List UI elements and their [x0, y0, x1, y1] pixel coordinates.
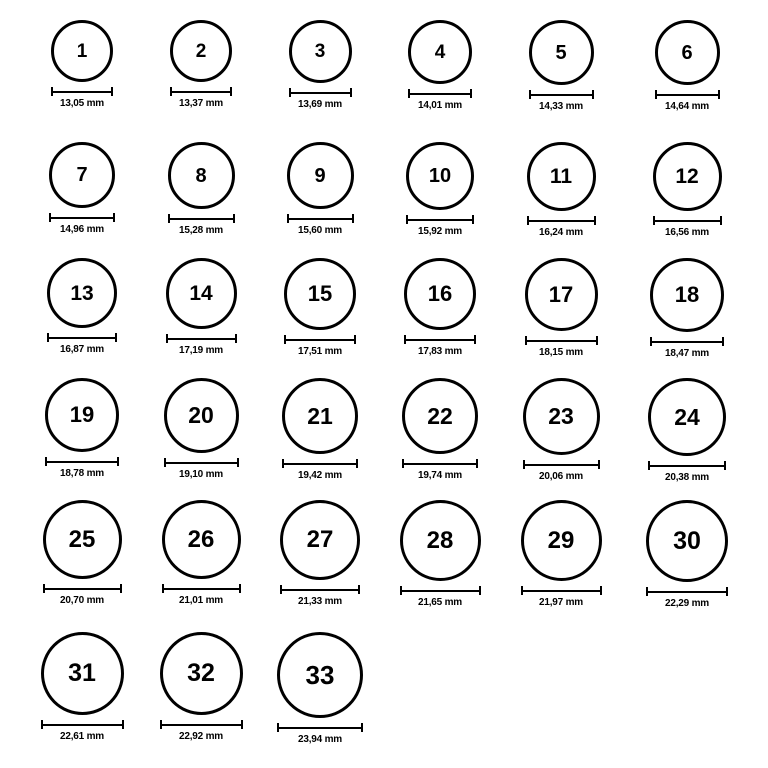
measure-bar-icon [41, 720, 124, 729]
diameter-measure [166, 334, 237, 356]
ring-size-cell [141, 500, 261, 606]
measure-bar-icon [277, 723, 363, 732]
diameter-measure [650, 337, 724, 359]
ring-size-cell [501, 142, 621, 238]
ring-circle [523, 378, 600, 455]
measure-bar-icon [525, 336, 598, 345]
diameter-label: 20,70 mm [60, 595, 104, 606]
ring-size-cell [627, 142, 747, 238]
ring-size-cell [22, 500, 142, 606]
ring-size-cell [22, 258, 142, 355]
ring-size-cell [141, 378, 261, 480]
measure-bar-icon [284, 335, 356, 344]
diameter-label: 23,94 mm [298, 734, 342, 745]
diameter-label: 20,38 mm [665, 472, 709, 483]
ring-size-number: 17 [548, 281, 574, 307]
ring-circle [650, 258, 724, 332]
ring-size-cell [22, 20, 142, 109]
ring-size-cell [141, 632, 261, 742]
ring-size-cell [260, 632, 380, 745]
measure-bar-icon [404, 335, 476, 344]
ring-size-number: 1 [76, 40, 88, 62]
ring-size-cell [141, 258, 261, 356]
measure-bar-icon [160, 720, 243, 729]
measure-bar-icon [168, 214, 235, 223]
ring-size-cell [627, 258, 747, 359]
ring-size-number: 30 [673, 526, 701, 555]
ring-size-cell [22, 632, 142, 742]
ring-circle [406, 142, 474, 210]
ring-size-number: 11 [549, 165, 573, 188]
diameter-label: 16,87 mm [60, 344, 104, 355]
ring-circle [47, 258, 117, 328]
ring-circle [43, 500, 122, 579]
diameter-label: 19,10 mm [179, 469, 223, 480]
diameter-measure [648, 461, 726, 483]
diameter-measure [525, 336, 598, 358]
ring-circle [529, 20, 594, 85]
ring-size-cell [380, 378, 500, 481]
ring-size-cell [141, 20, 261, 109]
diameter-measure [521, 586, 602, 608]
ring-size-number: 21 [307, 402, 333, 429]
ring-size-number: 13 [70, 281, 94, 305]
ring-size-cell [627, 500, 747, 609]
ring-size-cell [22, 378, 142, 479]
ring-size-cell [22, 142, 142, 235]
diameter-label: 14,33 mm [539, 101, 583, 112]
ring-size-number: 14 [189, 282, 213, 305]
diameter-measure [287, 214, 354, 236]
ring-size-number: 15 [307, 281, 333, 306]
ring-size-cell [627, 20, 747, 112]
ring-circle [280, 500, 360, 580]
diameter-label: 22,61 mm [60, 731, 104, 742]
measure-bar-icon [49, 213, 115, 222]
ring-size-number: 6 [681, 41, 693, 64]
measure-bar-icon [406, 215, 474, 224]
ring-circle [289, 20, 352, 83]
ring-circle [400, 500, 481, 581]
ring-size-number: 27 [306, 526, 334, 553]
ring-circle [655, 20, 720, 85]
ring-size-cell [260, 500, 380, 607]
ring-size-number: 10 [428, 165, 452, 187]
measure-bar-icon [51, 87, 113, 96]
measure-bar-icon [653, 216, 722, 225]
ring-circle [648, 378, 726, 456]
ring-size-number: 2 [195, 40, 207, 62]
ring-size-cell [501, 500, 621, 608]
ring-size-cell [501, 20, 621, 112]
ring-size-number: 16 [427, 281, 453, 306]
diameter-label: 13,05 mm [60, 98, 104, 109]
ring-circle [160, 632, 243, 715]
diameter-label: 19,42 mm [298, 470, 342, 481]
diameter-label: 13,69 mm [298, 99, 342, 110]
ring-size-cell [260, 20, 380, 110]
diameter-label: 18,15 mm [539, 347, 583, 358]
diameter-measure [47, 333, 117, 355]
ring-size-number: 3 [314, 41, 326, 62]
diameter-measure [527, 216, 596, 238]
ring-size-cell [260, 258, 380, 357]
diameter-label: 15,60 mm [298, 225, 342, 236]
diameter-label: 15,92 mm [418, 226, 462, 237]
diameter-measure [162, 584, 241, 606]
diameter-measure [529, 90, 594, 112]
measure-bar-icon [523, 460, 600, 469]
measure-bar-icon [164, 458, 239, 467]
measure-bar-icon [646, 587, 728, 596]
measure-bar-icon [47, 333, 117, 342]
diameter-measure [49, 213, 115, 235]
ring-size-cell [501, 378, 621, 482]
ring-circle [49, 142, 115, 208]
ring-size-cell [501, 258, 621, 358]
ring-circle [525, 258, 598, 331]
diameter-label: 21,33 mm [298, 596, 342, 607]
diameter-measure [164, 458, 239, 480]
ring-size-cell [380, 142, 500, 237]
ring-size-number: 20 [188, 402, 214, 428]
diameter-measure [280, 585, 360, 607]
diameter-measure [523, 460, 600, 482]
ring-circle [408, 20, 472, 84]
measure-bar-icon [400, 586, 481, 595]
ring-circle [162, 500, 241, 579]
ring-size-cell [380, 500, 500, 608]
ring-circle [51, 20, 113, 82]
diameter-label: 18,47 mm [665, 348, 709, 359]
ring-size-number: 29 [547, 526, 575, 554]
measure-bar-icon [280, 585, 360, 594]
ring-size-cell [627, 378, 747, 483]
ring-size-number: 7 [76, 164, 88, 186]
measure-bar-icon [170, 87, 232, 96]
diameter-measure [655, 90, 720, 112]
diameter-measure [400, 586, 481, 608]
diameter-measure [160, 720, 243, 742]
ring-size-cell [141, 142, 261, 236]
ring-circle [170, 20, 232, 82]
diameter-label: 14,01 mm [418, 100, 462, 111]
ring-circle [164, 378, 239, 453]
ring-circle [521, 500, 602, 581]
ring-size-cell [380, 258, 500, 357]
diameter-measure [408, 89, 472, 111]
diameter-measure [168, 214, 235, 236]
ring-size-number: 19 [69, 402, 95, 427]
measure-bar-icon [287, 214, 354, 223]
measure-bar-icon [43, 584, 122, 593]
ring-circle [282, 378, 358, 454]
ring-circle [402, 378, 478, 454]
measure-bar-icon [648, 461, 726, 470]
measure-bar-icon [162, 584, 241, 593]
diameter-measure [41, 720, 124, 742]
diameter-measure [402, 459, 478, 481]
diameter-label: 17,83 mm [418, 346, 462, 357]
ring-circle [646, 500, 728, 582]
ring-size-number: 8 [195, 164, 207, 187]
diameter-label: 14,64 mm [665, 101, 709, 112]
ring-circle [41, 632, 124, 715]
ring-circle [45, 378, 119, 452]
ring-circle [284, 258, 356, 330]
diameter-measure [170, 87, 232, 109]
ring-size-number: 5 [555, 41, 567, 64]
ring-circle [527, 142, 596, 211]
measure-bar-icon [166, 334, 237, 343]
ring-size-number: 24 [674, 403, 700, 430]
ring-size-cell [260, 378, 380, 481]
ring-size-number: 31 [68, 659, 96, 687]
ring-size-cell [380, 20, 500, 111]
measure-bar-icon [402, 459, 478, 468]
ring-size-number: 32 [187, 659, 215, 687]
diameter-measure [51, 87, 113, 109]
diameter-label: 21,97 mm [539, 597, 583, 608]
ring-size-number: 23 [548, 403, 574, 429]
ring-size-number: 25 [68, 525, 96, 553]
ring-circle [277, 632, 363, 718]
ring-size-cell [260, 142, 380, 236]
ring-size-number: 18 [674, 282, 700, 307]
measure-bar-icon [655, 90, 720, 99]
diameter-label: 16,56 mm [665, 227, 709, 238]
diameter-measure [289, 88, 352, 110]
diameter-label: 20,06 mm [539, 471, 583, 482]
diameter-label: 22,29 mm [665, 598, 709, 609]
measure-bar-icon [521, 586, 602, 595]
ring-size-number: 4 [434, 41, 446, 63]
measure-bar-icon [45, 457, 119, 466]
measure-bar-icon [282, 459, 358, 468]
measure-bar-icon [289, 88, 352, 97]
diameter-label: 22,92 mm [179, 731, 223, 742]
diameter-label: 21,65 mm [418, 597, 462, 608]
diameter-measure [45, 457, 119, 479]
ring-circle [168, 142, 235, 209]
ring-size-number: 9 [314, 164, 326, 187]
diameter-label: 19,74 mm [418, 470, 462, 481]
diameter-measure [646, 587, 728, 609]
ring-circle [166, 258, 237, 329]
ring-size-number: 26 [187, 525, 215, 553]
measure-bar-icon [650, 337, 724, 346]
diameter-label: 17,19 mm [179, 345, 223, 356]
diameter-label: 13,37 mm [179, 98, 223, 109]
ring-size-number: 33 [305, 660, 335, 690]
diameter-label: 18,78 mm [60, 468, 104, 479]
diameter-measure [404, 335, 476, 357]
diameter-measure [653, 216, 722, 238]
ring-size-number: 12 [675, 165, 699, 188]
measure-bar-icon [527, 216, 596, 225]
ring-size-number: 22 [427, 402, 453, 429]
diameter-measure [43, 584, 122, 606]
diameter-measure [406, 215, 474, 237]
diameter-measure [284, 335, 356, 357]
ring-circle [404, 258, 476, 330]
diameter-measure [277, 723, 363, 745]
diameter-label: 21,01 mm [179, 595, 223, 606]
measure-bar-icon [408, 89, 472, 98]
diameter-measure [282, 459, 358, 481]
measure-bar-icon [529, 90, 594, 99]
ring-circle [287, 142, 354, 209]
diameter-label: 15,28 mm [179, 225, 223, 236]
diameter-label: 14,96 mm [60, 224, 104, 235]
diameter-label: 17,51 mm [298, 346, 342, 357]
ring-circle [653, 142, 722, 211]
diameter-label: 16,24 mm [539, 227, 583, 238]
ring-size-number: 28 [426, 526, 454, 554]
